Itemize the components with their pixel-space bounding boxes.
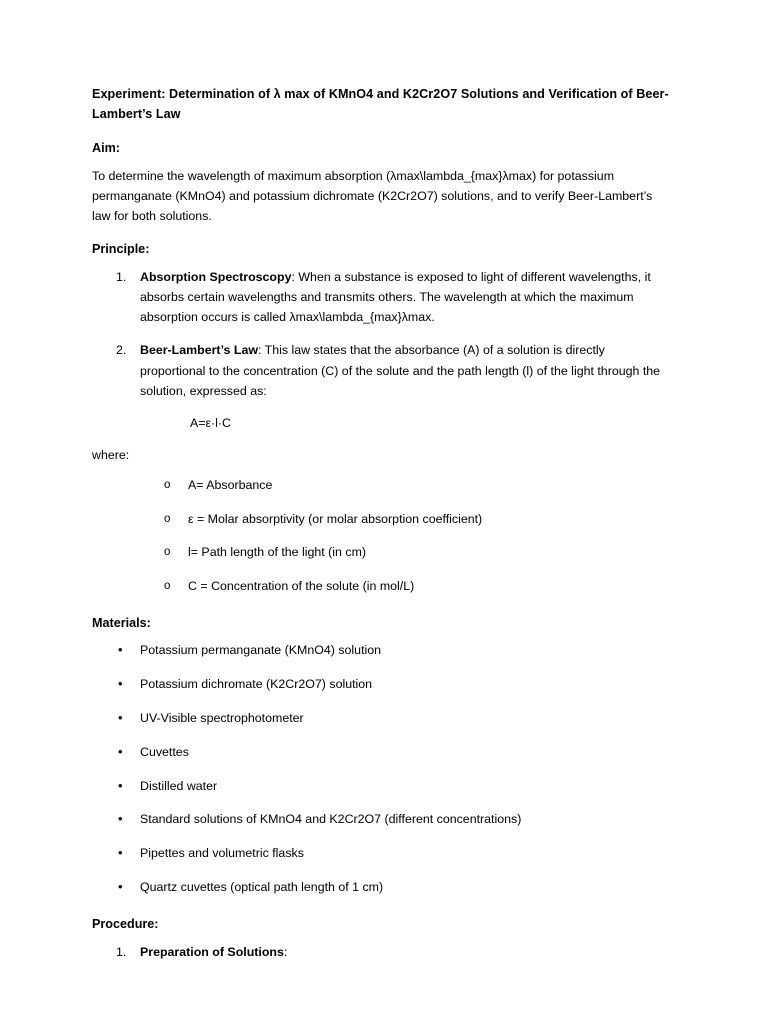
list-item: • Cuvettes [92,743,672,763]
list-item [92,267,672,328]
list-item: • Pipettes and volumetric flasks [92,844,672,864]
list-item: o A= Absorbance [92,476,672,496]
list-item [92,942,672,962]
section-heading-materials: Materials: [92,616,151,631]
list-item-text: : This law states that the absorbance (A) of a solution is directly proportional to the concentration (C) of the solute and the path length (l) of the light through the solution, expressed as: [140,343,661,398]
list-item: • Potassium permanganate (KMnO4) solution [92,641,672,661]
list-item: o C = Concentration of the solute (in mol/L) [92,577,672,597]
list-item-text: : [283,945,288,960]
where-label: where: [92,447,130,462]
list-item: • UV-Visible spectrophotometer [92,709,672,729]
section-heading-aim: Aim: [92,140,120,155]
list-item: • Distilled water [92,777,672,797]
list-item: • Standard solutions of KMnO4 and K2Cr2O7 (different concentrations) [92,810,672,830]
aim-paragraph: To determine the wavelength of maximum absorption (λmax\lambda_{max}λmax) for potassium permanganate (KMnO4) and potassium dichromate (K2Cr2O7) solutions, and to verify Beer-Lambert’s law for both solutions. [92,168,653,224]
section-heading-procedure: Procedure: [92,916,159,931]
list-item-lead: Preparation of Solutions [140,945,284,960]
page-title: Experiment: Determination of λ max of KMnO4 and K2Cr2O7 Solutions and Verification of Beer-Lambert’s Law [92,87,669,122]
beer-lambert-formula: A=ε·l·C [190,416,231,431]
section-heading-principle: Principle: [92,241,150,256]
list-item-text: : When a substance is exposed to light of different wavelengths, it absorbs certain wavelengths and transmits others. The wavelength at which the maximum absorption occurs is called λmax\lambda_{max}λmax. [140,269,651,325]
list-item-lead: Absorption Spectroscopy [140,269,292,284]
list-item: • Quartz cuvettes (optical path length of 1 cm) [92,878,672,898]
list-item: o ε = Molar absorptivity (or molar absorption coefficient) [92,510,672,530]
procedure-list [92,942,672,962]
list-item-lead: Beer-Lambert’s Law [140,343,258,358]
list-item: o l= Path length of the light (in cm) [92,543,672,563]
materials-list [92,641,672,898]
symbol-definition-list [92,476,672,597]
principle-list [92,267,672,401]
list-item: • Potassium dichromate (K2Cr2O7) solution [92,675,672,695]
list-item [92,340,672,401]
